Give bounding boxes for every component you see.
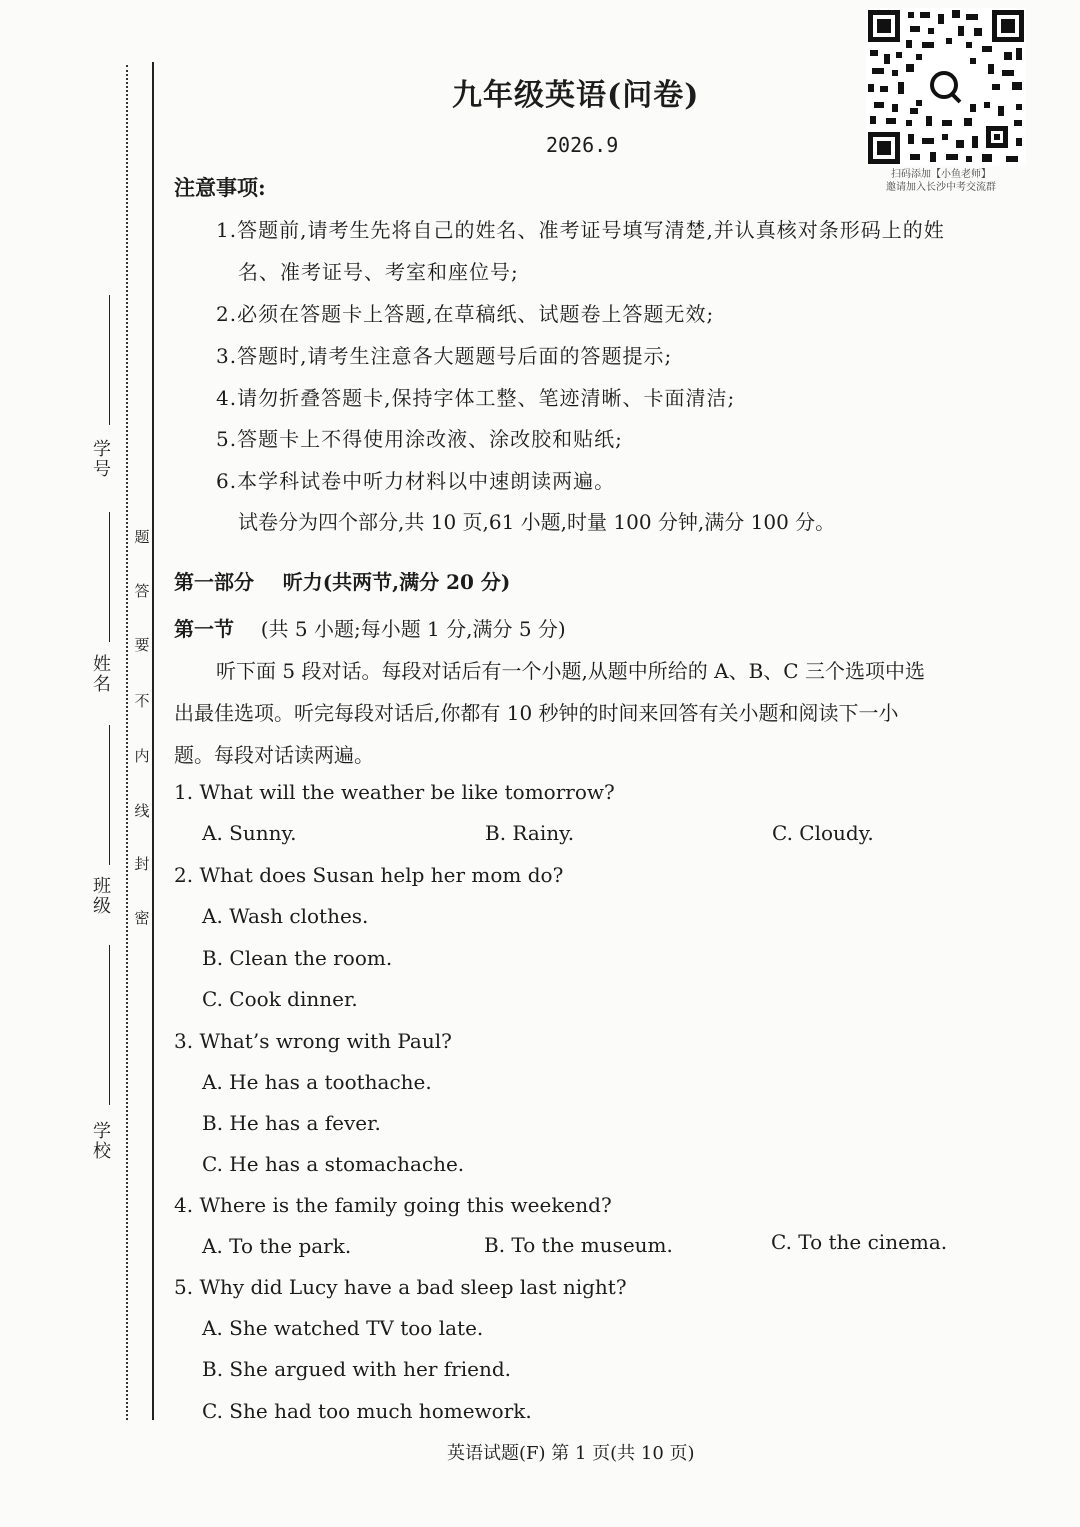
- solid-binding-line: [152, 62, 154, 1420]
- question-5-option-a: A. She watched TV too late.: [202, 1316, 484, 1340]
- exam-date: 2026.9: [546, 133, 619, 157]
- question-2-stem: 2. What does Susan help her mom do?: [174, 863, 564, 887]
- school-blank: [109, 945, 110, 1105]
- school-label: 学 校: [93, 1121, 111, 1162]
- question-1-option-a: A. Sunny.: [202, 821, 297, 845]
- section1-label: 第一节: [174, 617, 234, 641]
- question-4-stem: 4. Where is the family going this weekend?: [174, 1193, 612, 1217]
- question-4-option-c: C. To the cinema.: [771, 1230, 948, 1254]
- notice-heading: 注意事项:: [174, 175, 266, 200]
- question-5-option-c: C. She had too much homework.: [202, 1399, 532, 1423]
- qr-code-icon: [866, 8, 1026, 166]
- question-4-option-b: B. To the museum.: [484, 1233, 673, 1257]
- seal-char-7: 封: [134, 855, 150, 873]
- instruction-line-2: 出最佳选项。听完每段对话后,你都有 10 秒钟的时间来回答有关小题和阅读下一小: [174, 701, 899, 725]
- qr-caption: [886, 168, 996, 194]
- instruction-line-1: 听下面 5 段对话。每段对话后有一个小题,从题中所给的 A、B、C 三个选项中选: [216, 659, 925, 683]
- notice-item-1-cont: 名、准考证号、考室和座位号;: [238, 260, 519, 284]
- instruction-line-3: 题。每段对话读两遍。: [174, 743, 374, 767]
- notice-item-3: 3.答题时,请考生注意各大题题号后面的答题提示;: [216, 344, 673, 368]
- notice-item-5: 5.答题卡上不得使用涂改液、涂改胶和贴纸;: [216, 427, 623, 451]
- page-title: 九年级英语(问卷): [452, 78, 700, 113]
- name-blank: [109, 512, 110, 642]
- notice-item-2: 2.必须在答题卡上答题,在草稿纸、试题卷上答题无效;: [216, 302, 715, 326]
- student-no-blank: [109, 295, 110, 425]
- notice-item-4: 4.请勿折叠答题卡,保持字体工整、笔迹清晰、卡面清洁;: [216, 386, 736, 410]
- part1-title: 听力(共两节,满分 20 分): [282, 570, 511, 594]
- seal-char-6: 线: [134, 802, 150, 820]
- question-1-stem: 1. What will the weather be like tomorrow?: [174, 780, 615, 804]
- notice-item-1: 1.答题前,请考生先将自己的姓名、准考证号填写清楚,并认真核对条形码上的姓: [216, 218, 945, 242]
- question-4-option-a: A. To the park.: [202, 1234, 352, 1258]
- question-5-stem: 5. Why did Lucy have a bad sleep last night?: [174, 1275, 627, 1299]
- section1-heading: [174, 613, 566, 642]
- question-3-option-b: B. He has a fever.: [202, 1111, 381, 1135]
- qr-caption-line1: 扫码添加【小鱼老师】: [891, 169, 991, 180]
- seal-char-5: 内: [134, 747, 150, 765]
- seal-char-3: 要: [134, 636, 150, 654]
- question-1-option-c: C. Cloudy.: [772, 821, 874, 845]
- question-2-option-c: C. Cook dinner.: [202, 987, 358, 1011]
- question-2-option-b: B. Clean the room.: [202, 946, 393, 970]
- part1-label: 第一部分: [174, 570, 254, 594]
- qr-caption-line2: 邀请加入长沙中考交流群: [886, 182, 996, 193]
- notice-item-6: 6.本学科试卷中听力材料以中速朗读两遍。: [216, 469, 616, 493]
- section1-title: (共 5 小题;每小题 1 分,满分 5 分): [260, 617, 566, 641]
- class-label: 班 级: [93, 876, 111, 917]
- page-footer: 英语试题(F) 第 1 页(共 10 页): [447, 1443, 695, 1464]
- question-3-option-c: C. He has a stomachache.: [202, 1152, 465, 1176]
- question-2-option-a: A. Wash clothes.: [202, 904, 369, 928]
- question-3-stem: 3. What’s wrong with Paul?: [174, 1029, 452, 1053]
- seal-char-4: 不: [134, 692, 150, 710]
- part1-heading: [174, 566, 510, 595]
- student-no-label: 学 号: [93, 439, 111, 480]
- seal-char-2: 答: [134, 582, 150, 600]
- dotted-binding-line: [126, 65, 128, 1420]
- question-5-option-b: B. She argued with her friend.: [202, 1357, 512, 1381]
- question-1-option-b: B. Rainy.: [485, 821, 575, 845]
- paper-summary: 试卷分为四个部分,共 10 页,61 小题,时量 100 分钟,满分 100 分。: [238, 510, 836, 534]
- name-label: 姓 名: [93, 654, 111, 695]
- seal-char-8: 密: [134, 909, 150, 927]
- question-3-option-a: A. He has a toothache.: [202, 1070, 432, 1094]
- seal-char-1: 题: [134, 528, 150, 546]
- class-blank: [109, 725, 110, 865]
